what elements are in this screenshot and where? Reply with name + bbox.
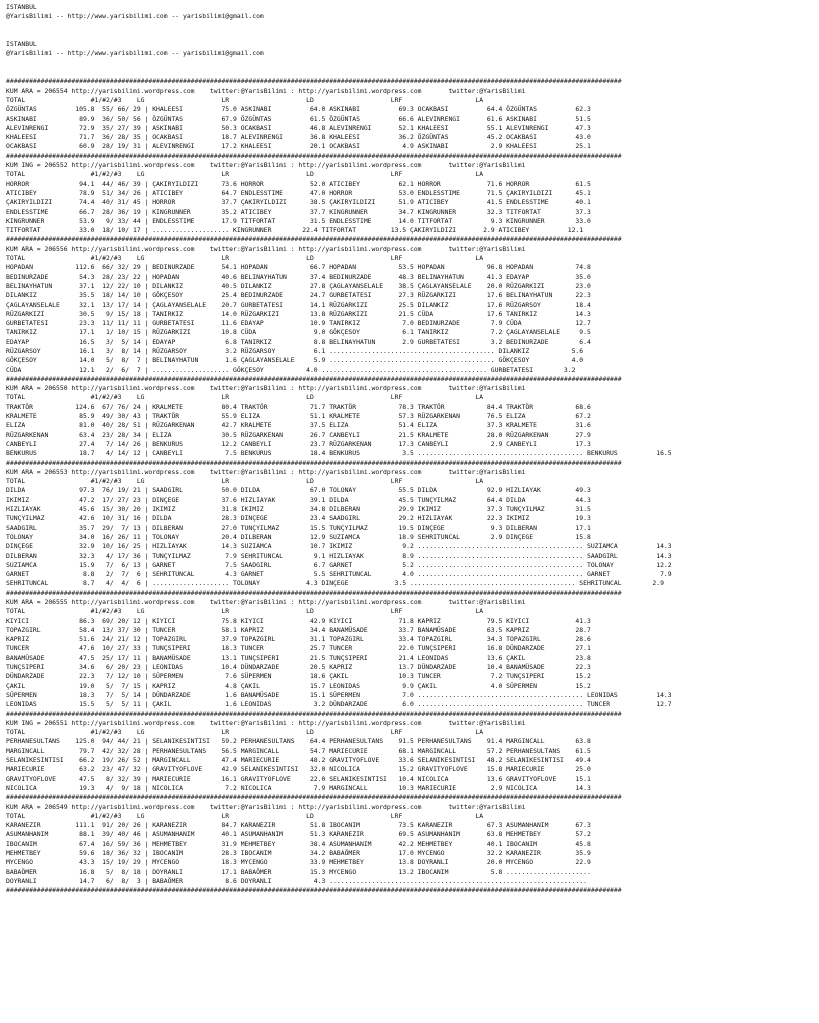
table-row: ENDLESSTIME 66.7 28/ 36/ 19 | KINGRUNNER 35.2 ATICIBEY 37.7 KINGRUNNER 34.7 KINGRUNNER 32.3 TITFORTAT 37.3 [6, 207, 591, 216]
table-row: TANIRKIZ 17.1 1/ 10/ 15 | RÜZGARKIZI 10.8 CÜDA 9.0 GÖKÇESOY 6.1 TANIRKIZ 7.2 ÇAGLAYANSELALE 9.5 [6, 328, 591, 337]
race-title: KUM ARA = 206555 http://yarisbilimi.wordpress.com twitter:@YarisBilimi : http://yarisbilimi.wordpress.com twitter:@YarisBilimi [6, 598, 526, 606]
table-row: MYCENGO 43.3 15/ 19/ 29 | MYCENGO 18.3 MYCENGO 33.9 MEHMETBEY 13.8 DOYRANLI 20.0 MYCENGO 22.9 [6, 858, 591, 867]
table-row: GARNET 8.8 2/ 7/ 6 | SEHRITUNCAL 4.3 GARNET 5.5 SEHRITUNCAL 4.0 ........................................... GARNET 7.9 [6, 570, 672, 579]
table-row: KIYICI 86.3 69/ 20/ 12 | KIYICI 75.8 KIYICI 42.9 KIYICI 71.8 KAPRIZ 79.5 KIYICI 41.3 [6, 616, 591, 625]
location-heading: ISTANBUL [6, 40, 37, 49]
table-row: ÖZGÜNTAS 105.8 55/ 66/ 29 | KHALEESI 75.0 ASKINABI 64.0 ASKINABI 69.3 OCAKBASI 64.4 ÖZGÜNTAS 62.3 [6, 105, 591, 114]
separator-line: ################################################################################################################################################################ [6, 235, 622, 244]
race-title: KUM ARA = 206549 http://yarisbilimi.wordpress.com twitter:@YarisBilimi : http://yarisbilimi.wordpress.com twitter:@YarisBilimi [6, 802, 526, 811]
separator-line: ################################################################################################################################################################ [6, 709, 622, 718]
table-row: GÖKÇESOY 14.0 5/ 8/ 7 | BELINAYHATUN 1.6 ÇAGLAYANSELALE 5.9 ........................................... GÖKÇESOY 4.0 [6, 356, 584, 365]
table-row: MARIECURIE 63.2 23/ 47/ 32 | GRAVITYOFLOVE 42.9 SELANIKESINTISI 32.0 NICOLICA 15.2 GRAVITYOFLOVE 15.8 MARIECURIE 25.0 [6, 765, 591, 774]
table-row: ELIZA 81.0 40/ 28/ 51 | RÜZGARKENAN 42.7 KRALMETE 37.5 ELIZA 51.4 ELIZA 37.3 KRALMETE 31.6 [6, 421, 591, 430]
table-row: HORROR 94.1 44/ 46/ 39 | ÇAKIRYILDIZI 73.6 HORROR 52.0 ATICIBEY 62.1 HORROR 71.6 HORROR 61.5 [6, 179, 591, 188]
contact-line: @YarisBilimi -- http://www.yarisbilimi.com -- yarisbilimi@gmail.com [6, 12, 264, 21]
table-row: SAADGIRL 35.7 29/ 7/ 13 | DILBERAN 27.0 TUNÇYILMAZ 15.5 TUNÇYILMAZ 19.5 DINÇEGE 9.3 DILBERAN 17.1 [6, 523, 591, 532]
table-row: MEHMETBEY 59.6 18/ 36/ 32 | IBOCANIM 28.3 IBOCANIM 34.2 BABAÖMER 17.0 MYCENGO 32.2 KARANEZIR 35.9 [6, 849, 591, 858]
table-row: GRAVITYOFLOVE 47.5 8/ 32/ 39 | MARIECURIE 16.1 GRAVITYOFLOVE 22.0 SELANIKESINTISI 10.4 NICOLICA 13.6 GRAVITYOFLOVE 15.1 [6, 774, 591, 783]
table-row: PERHANESULTANS 125.0 94/ 44/ 21 | SELANIKESINTISI 59.2 PERHANESULTANS 64.4 PERHANESULTANS 91.5 PERHANESULTANS 91.4 MARGINCALL 63.8 [6, 737, 591, 746]
race-title: KUM ARA = 206550 http://yarisbilimi.wordpress.com twitter:@YarisBilimi : http://yarisbilimi.wordpress.com twitter:@YarisBilimi [6, 384, 526, 393]
table-row: DOYRANLI 14.7 6/ 8/ 3 | BABAÖMER 8.6 DOYRANLI 4.3 ................................................................... [6, 876, 587, 885]
separator-line: ################################################################################################################################################################ [6, 588, 622, 597]
table-row: KHALEESI 71.7 36/ 28/ 35 | OCAKBASI 18.7 ALEVINRENGI 36.8 KHALEESI 36.2 ÖZGÜNTAS 45.2 OCAKBASI 43.0 [6, 133, 591, 142]
race-title: KUM ARA = 206554 http://yarisbilimi.wordpress.com twitter:@YarisBilimi : http://yarisbilimi.wordpress.com twitter:@YarisBilimi [6, 86, 526, 95]
table-row: TUNCER 47.6 10/ 27/ 33 | TUNÇSIPERI 18.3 TUNCER 25.7 TUNCER 22.0 TUNÇSIPERI 16.8 DÜNDARZADE 27.1 [6, 644, 591, 653]
table-row: ÇAKIL 19.0 5/ 7/ 15 | KAPRIZ 4.8 ÇAKIL 15.7 LEONIDAS 9.9 ÇAKIL 4.0 SÜPERMEN 15.2 [6, 681, 591, 690]
table-row: RÜZGARKIZI 30.5 9/ 15/ 18 | TANIRKIZ 14.0 RÜZGARKIZI 13.8 RÜZGARKIZI 21.5 CÜDA 17.6 TANIRKIZ 14.3 [6, 309, 591, 318]
spacer [6, 22, 819, 41]
table-row: OCAKBASI 60.9 28/ 19/ 31 | ALEVINRENGI 17.2 KHALEESI 20.1 OCAKBASI 4.9 ASKINABI 2.9 KHALEESI 25.1 [6, 142, 591, 151]
table-row: DILDA 97.3 76/ 19/ 21 | SAADGIRL 50.0 DILDA 67.0 TOLONAY 55.5 DILDA 92.9 HIZLIAYAK 49.3 [6, 486, 591, 495]
table-row: KAPRIZ 51.6 24/ 21/ 12 | TOPAZGIRL 37.9 TOPAZGIRL 31.1 TOPAZGIRL 33.4 TOPAZGIRL 34.3 TOPAZGIRL 28.6 [6, 635, 591, 644]
column-header: TOTAL #1/#2/#3 LG LR LD LRF LA [6, 607, 484, 616]
table-row: BENKURUS 18.7 4/ 14/ 12 | CANBEYLI 7.5 BENKURUS 18.4 BENKURUS 3.5 ........................................... BENKURUS 16.5 [6, 449, 672, 458]
separator-line: ################################################################################################################################################################ [6, 458, 622, 467]
table-row: TOLONAY 34.0 16/ 26/ 11 | TOLONAY 20.4 DILBERAN 12.9 SUZIAMCA 18.9 SEHRITUNCAL 2.9 DINÇEGE 15.8 [6, 532, 591, 541]
table-row: ÇAKIRYILDIZI 74.4 40/ 31/ 45 | HORROR 37.7 ÇAKIRYILDIZI 38.5 ÇAKIRYILDIZI 51.9 ATICIBEY 41.5 ENDLESSTIME 40.1 [6, 198, 591, 207]
table-row: RÜZGARSOY 16.1 3/ 8/ 14 | RÜZGARSOY 3.2 RÜZGARSOY 6.1 ........................................... DILANKIZ 5.6 [6, 346, 584, 355]
table-row: BELINAYHATUN 37.1 12/ 22/ 10 | DILANKIZ 40.5 DILANKIZ 27.8 ÇAGLAYANSELALE 38.5 ÇAGLAYANSELALE 20.0 RÜZGARKIZI 23.0 [6, 281, 591, 290]
table-row: CÜDA 12.1 2/ 6/ 7 | .................... GÖKÇESOY 4.0 ........................................... GURBETATESI 3.2 [6, 365, 576, 374]
table-row: LEONIDAS 15.5 5/ 5/ 11 | ÇAKIL 1.6 LEONIDAS 3.2 DÜNDARZADE 6.0 ........................................... TUNCER 12.7 [6, 700, 672, 709]
column-header: TOTAL #1/#2/#3 LG LR LD LRF LA [6, 254, 484, 263]
table-row: TITFORTAT 33.0 18/ 10/ 17 | .................... KINGRUNNER 22.4 TITFORTAT 13.5 ÇAKIRYILDIZI 2.9 ATICIBEY 12.1 [6, 226, 584, 235]
spacer [6, 59, 819, 78]
table-row: EDAYAP 16.5 3/ 5/ 14 | EDAYAP 6.8 TANIRKIZ 8.8 BELINAYHATUN 2.9 GURBETATESI 3.2 BEDINURZADE 6.4 [6, 337, 591, 346]
table-row: ÇAGLAYANSELALE 32.1 13/ 17/ 14 | ÇAGLAYANSELALE 20.7 GURBETATESI 14.1 RÜZGARKIZI 25.5 DILANKIZ 17.6 RÜZGARSOY 18.4 [6, 300, 591, 309]
column-header: TOTAL #1/#2/#3 LG LR LD LRF LA [6, 95, 484, 104]
race-title: KUM ING = 206551 http://yarisbilimi.wordpress.com twitter:@YarisBilimi : http://yarisbilimi.wordpress.com twitter:@YarisBilimi [6, 718, 526, 727]
table-row: GURBETATESI 23.3 11/ 11/ 11 | GURBETATESI 11.6 EDAYAP 10.9 TANIRKIZ 7.0 BEDINURZADE 7.9 CÜDA 12.7 [6, 319, 591, 328]
race-title: KUM ARA = 206553 http://yarisbilimi.wordpress.com twitter:@YarisBilimi : http://yarisbilimi.wordpress.com twitter:@YarisBilimi [6, 467, 526, 476]
separator-line: ################################################################################################################################################################ [6, 374, 622, 383]
table-row: HOPADAN 112.6 66/ 32/ 29 | BEDINURZADE 54.1 HOPADAN 66.7 HOPADAN 53.5 HOPADAN 96.8 HOPADAN 74.8 [6, 263, 591, 272]
table-row: SÜPERMEN 18.3 7/ 5/ 14 | DÜNDARZADE 1.6 BANAMÜSADE 15.1 SÜPERMEN 7.0 ........................................... LEONIDAS 14.3 [6, 690, 672, 699]
table-row: TRAKTÖR 124.6 67/ 76/ 24 | KRALMETE 80.4 TRAKTÖR 71.7 TRAKTÖR 78.3 TRAKTÖR 84.4 TRAKTÖR 68.6 [6, 402, 591, 411]
table-row: RÜZGARKENAN 63.4 23/ 28/ 34 | ELIZA 30.5 RÜZGARKENAN 26.7 CANBEYLI 21.5 KRALMETE 28.0 RÜZGARKENAN 27.9 [6, 430, 591, 439]
separator-line: ################################################################################################################################################################ [6, 77, 622, 86]
table-row: ATICIBEY 78.9 51/ 34/ 26 | ATICIBEY 64.7 ENDLESSTIME 47.0 HORROR 53.0 ENDLESSTIME 71.5 ÇAKIRYILDIZI 45.1 [6, 188, 591, 197]
table-row: DILANKIZ 35.5 18/ 14/ 10 | GÖKÇESOY 25.4 BEDINURZADE 24.7 GURBETATESI 27.3 RÜZGARKIZI 17.6 BELINAYHATUN 22.3 [6, 291, 591, 300]
column-header: TOTAL #1/#2/#3 LG LR LD LRF LA [6, 393, 484, 402]
separator-line: ################################################################################################################################################################ [6, 151, 622, 160]
table-row: HIZLIAYAK 45.6 15/ 30/ 20 | IKIMIZ 31.8 IKIMIZ 34.8 DILBERAN 29.9 IKIMIZ 37.3 TUNÇYILMAZ 31.5 [6, 505, 591, 514]
separator-line: ################################################################################################################################################################ [6, 886, 622, 895]
table-row: NICOLICA 19.3 4/ 9/ 18 | NICOLICA 7.2 NICOLICA 7.9 MARGINCALL 10.3 MARIECURIE 2.9 NICOLICA 14.3 [6, 783, 591, 792]
table-row: KRALMETE 85.9 49/ 30/ 43 | TRAKTÖR 55.9 ELIZA 51.1 KRALMETE 57.3 RÜZGARKENAN 76.5 ELIZA 67.2 [6, 412, 591, 421]
race-title: KUM ARA = 206556 http://yarisbilimi.wordpress.com twitter:@YarisBilimi : http://yarisbilimi.wordpress.com twitter:@YarisBilimi [6, 244, 526, 253]
table-row: CANBEYLI 27.4 7/ 14/ 26 | BENKURUS 12.2 CANBEYLI 23.7 RÜZGARKENAN 17.3 CANBEYLI 2.9 CANBEYLI 17.3 [6, 439, 591, 448]
table-row: BABAÖMER 16.8 5/ 8/ 18 | DOYRANLI 17.1 BABAÖMER 15.3 MYCENGO 13.2 IBOCANIM 5.8 ...................... [6, 867, 591, 876]
column-header: TOTAL #1/#2/#3 LG LR LD LRF LA [6, 728, 484, 737]
column-header: TOTAL #1/#2/#3 LG LR LD LRF LA [6, 170, 484, 179]
table-row: DILBERAN 32.3 4/ 17/ 36 | TUNÇYILMAZ 7.9 SEHRITUNCAL 9.1 HIZLIAYAK 8.9 ........................................... SAADGIRL 14.3 [6, 551, 672, 560]
table-row: TUNÇYILMAZ 42.6 10/ 31/ 16 | DILDA 28.3 DINÇEGE 23.4 SAADGIRL 29.2 HIZLIAYAK 22.3 IKIMIZ 19.3 [6, 514, 591, 523]
table-row: IBOCANIM 67.4 16/ 59/ 36 | MEHMETBEY 31.9 MEHMETBEY 38.4 ASUMANHANIM 42.2 MEHMETBEY 40.1 IBOCANIM 45.8 [6, 839, 591, 848]
table-row: ALEVINRENGI 72.9 35/ 27/ 39 | ASKINABI 50.3 OCAKBASI 46.8 ALEVINRENGI 52.1 KHALEESI 55.1 ALEVINRENGI 47.3 [6, 123, 591, 132]
table-row: IKIMIZ 47.2 17/ 27/ 23 | DINÇEGE 37.6 HIZLIAYAK 39.1 DILDA 45.5 TUNÇYILMAZ 64.4 DILDA 44.3 [6, 495, 591, 504]
separator-line: ################################################################################################################################################################ [6, 793, 622, 802]
table-row: TOPAZGIRL 58.4 13/ 37/ 30 | TUNCER 58.1 KAPRIZ 34.4 BANAMÜSADE 33.7 BANAMÜSADE 63.5 KAPRIZ 28.7 [6, 625, 591, 634]
table-row: TUNÇSIPERI 34.6 6/ 20/ 23 | LEONIDAS 10.4 DÜNDARZADE 20.5 KAPRIZ 13.7 DÜNDARZADE 10.4 BANAMÜSADE 22.3 [6, 663, 591, 672]
table-row: ASUMANHANIM 88.1 39/ 40/ 46 | ASUMANHANIM 40.1 ASUMANHANIM 51.3 KARANEZIR 69.5 ASUMANHANIM 63.8 MEHMETBEY 57.2 [6, 830, 591, 839]
table-row: MARGINCALL 79.7 42/ 32/ 28 | PERHANESULTANS 56.5 MARGINCALL 54.7 MARIECURIE 68.1 MARGINCALL 57.2 PERHANESULTANS 61.5 [6, 746, 591, 755]
table-row: SELANIKESINTISI 66.2 19/ 26/ 52 | MARGINCALL 47.4 MARIECURIE 48.2 GRAVITYOFLOVE 33.6 SELANIKESINTISI 48.2 SELANIKESINTISI 49.4 [6, 756, 591, 765]
table-row: SUZIAMCA 15.9 7/ 6/ 13 | GARNET 7.5 SAADGIRL 6.7 GARNET 5.2 ........................................... TOLONAY 12.2 [6, 560, 672, 569]
race-title: KUM ING = 206552 http://yarisbilimi.wordpress.com twitter:@YarisBilimi : http://yarisbilimi.wordpress.com twitter:@YarisBilimi [6, 161, 526, 170]
contact-line: @YarisBilimi -- http://www.yarisbilimi.com -- yarisbilimi@gmail.com [6, 49, 264, 58]
table-row: DINÇEGE 32.9 10/ 16/ 25 | HIZLIAYAK 14.3 SUZIAMCA 10.7 IKIMIZ 9.2 ........................................... SUZIAMCA 14.3 [6, 542, 672, 551]
table-row: ASKINABI 89.9 36/ 50/ 56 | ÖZGÜNTAS 67.9 ÖZGÜNTAS 61.5 ÖZGÜNTAS 66.6 ALEVINRENGI 61.6 ASKINABI 51.5 [6, 114, 591, 123]
column-header: TOTAL #1/#2/#3 LG LR LD LRF LA [6, 477, 484, 486]
column-header: TOTAL #1/#2/#3 LG LR LD LRF LA [6, 811, 484, 820]
table-row: BEDINURZADE 54.3 28/ 23/ 22 | HOPADAN 40.6 BELINAYHATUN 37.4 BEDINURZADE 48.3 BELINAYHATUN 41.3 EDAYAP 35.0 [6, 272, 591, 281]
location-heading: ISTANBUL [6, 3, 37, 11]
table-row: BANAMÜSADE 47.5 25/ 17/ 11 | BANAMÜSADE 13.1 TUNÇSIPERI 21.5 TUNÇSIPERI 21.4 LEONIDAS 13.6 ÇAKIL 23.8 [6, 653, 591, 662]
table-row: DÜNDARZADE 22.3 7/ 12/ 10 | SÜPERMEN 7.6 SÜPERMEN 18.6 ÇAKIL 10.3 TUNCER 7.2 TUNÇSIPERI 15.2 [6, 672, 591, 681]
table-row: SEHRITUNCAL 8.7 4/ 4/ 6 | .................... TOLONAY 4.3 DINÇEGE 3.5 ........................................... SEHRITUNCAL 2.9 [6, 579, 664, 588]
table-row: KINGRUNNER 53.9 9/ 33/ 44 | ENDLESSTIME 17.9 TITFORTAT 31.5 ENDLESSTIME 14.0 TITFORTAT 9.3 KINGRUNNER 33.0 [6, 216, 591, 225]
table-row: KARANEZIR 111.1 91/ 20/ 26 | KARANEZIR 84.7 KARANEZIR 51.8 IBOCANIM 73.5 KARANEZIR 67.3 ASUMANHANIM 67.3 [6, 821, 591, 830]
